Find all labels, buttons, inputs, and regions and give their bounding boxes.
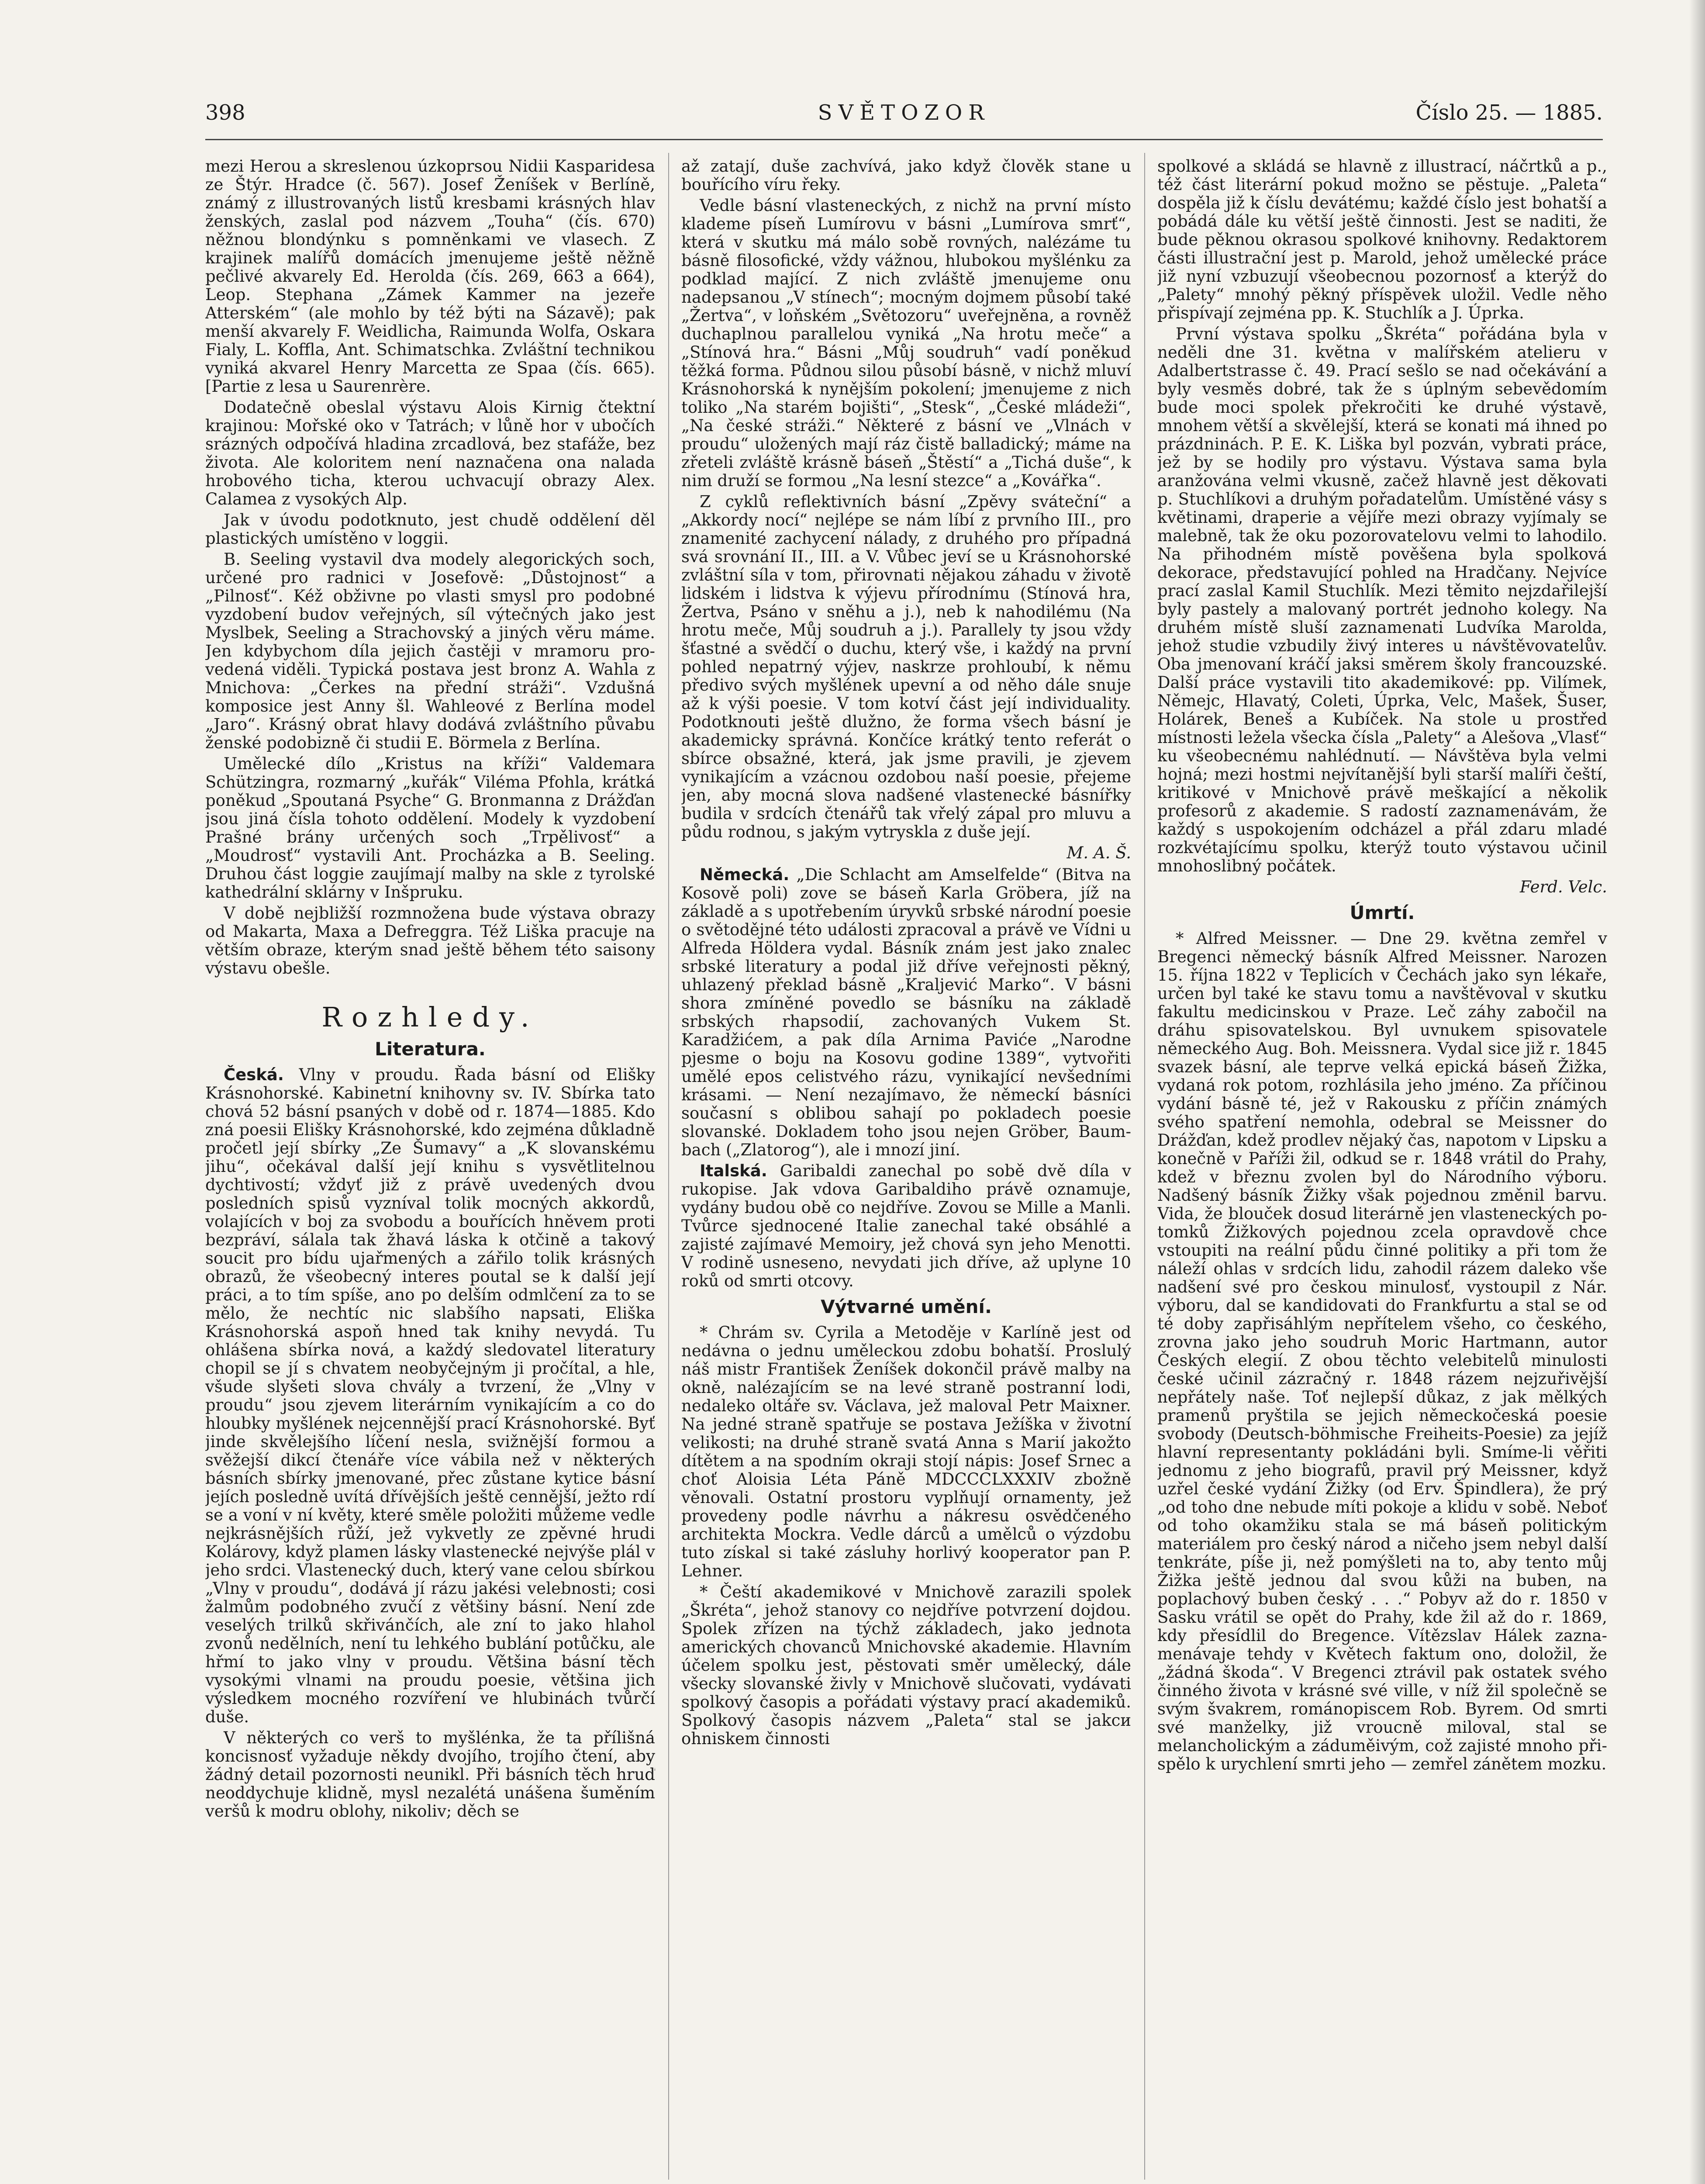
paragraph: až zatají, duše zachvívá, jako když člověk stane u bouřícího víru řeky. — [681, 157, 1131, 194]
lead-label-ceska: Česká. — [224, 1065, 284, 1084]
paragraph: Vedle básní vlasteneckých, z nichž na první místo klademe píseň Lumírovu v básni „Lumírova smrť“, která v skutku má málo sobě rovných, nalézáme tu básně filosofické, vždy vážnou, hlubokou myšlénku za podklad mající. Z nich zvláště jmenujeme onu nadepsanou „V stínech“; mocným dojmem působí také „Žertva“, v loňském „Světozoru“ uveřejněna, a rovněž duchaplnou parallelou vyniká „Na hrotu meče“ a „Stínová hra.“ Básni „Můj soudruh“ vadí poněkud těžká forma. Půdnou silou působí básně, v nichž mluví Krásnohorská k nynějším pokolení; jmenujeme z nich toliko „Na starém bojišti“, „Stesk“, „České mládeži“, „Na české stráži.“ Některé z básní ve „Vlnách v proudu“ uložených mají ráz čistě balladický; máme na zřeteli zvláště krásně báseň „Štěstí“ a „Tichá duše“, k nim druží se formou „Na lesní stezce“ a „Kovářka“. — [681, 196, 1131, 490]
paragraph: Z cyklů reflektivních básní „Zpěvy sváteční“ a „Akkordy nocí“ nejlépe se nám líbí z prvního III., pro znamenité zachycení nálady, z druhého pro případná svá srovnání II., III. a V. Vůbec jeví se u Krásnohorské zvláštní síla v tom, přirovnati nějakou záhadu v životě lidském i lidstva k výjevu přírodnímu (Stínová hra, Žertva, Psáno v sněhu a j.), neb k nahodilému (Na hrotu meče, Můj soudruh a j.). Parallely ty jsou vždy šťastné a svědčí o duchu, který vše, i každý na první pohled nepatrný výjev, naskrze prohloubí, k němu předivo svých myšlének upevní a od něho dále snuje až k výši poesie. V tom kotví část její individuality. Podotknouti ještě dlužno, že forma všech básní je akademicky správná. Končíce krátký tento referát o sbírce obsažné, která, jak jsme pravili, je zjevem vynikajícím a vzácnou ozdobou naší poesie, přejeme jen, aby mocná slova nadšené vlastenecké básnířky budila v srdcích čtenářů tak vřelý zápal pro mluvu a půdu rodnou, s jakým vytryskla z duše její. — [681, 492, 1131, 841]
column-3 — [1157, 157, 1607, 2184]
paragraph: V době nejbližší rozmnožena bude výstava obrazy od Makarta, Maxa a Defreggra. Též Liška pracuje na větším obraze, kterým snad ještě během této saisony výstavu obešle. — [205, 904, 655, 978]
page-edge-shadow — [1689, 0, 1705, 2184]
paragraph: B. Seeling vystavil dva modely alegorických soch, určené pro radnici v Josefově: „Důstojnost“ a „Pilnosť“. Kéž obživne po vlasti smysl pro podobné vyzdobení budov veřejných, síl výtečných jako jest Myslbek, Seeling a Strachovský a jiných věru máme. Jen kdybychom díla jejich častěji v mramoru provedená viděli. Typická postava jest bronz A. Wahla z Mnichova: „Čerkes na přední stráži“. Vzdušná komposice jest Anny šl. Wahleové z Berlína model „Jaro“. Krásný obrat hlavy dodává zvláštního půvabu ženské podobizně či studii E. Börmela z Berlína. — [205, 550, 655, 752]
header-rule — [205, 139, 1603, 140]
lead-label-italska: Italská. — [700, 1161, 767, 1180]
column-1 — [205, 157, 655, 2184]
author-signature: Ferd. Velc. — [1520, 878, 1607, 896]
author-signature: M. A. Š. — [1066, 843, 1131, 862]
subheading-vytvarne-umeni: Výtvarné umění. — [821, 1296, 992, 1317]
paragraph: Dodatečně obeslal výstavu Alois Kirnig čtektní krajinou: Mořské oko v Tatrách; v lůně hor v ubočích srázných odpočívá hladina zrcadlová, bez stafáže, bez života. Ale koloritem není naznačena ona nalada hrobového ticha, kterou uchvacují obrazy Alex. Calamea z vysokých Alp. — [205, 398, 655, 508]
column-divider — [668, 153, 669, 2180]
paragraph: V některých co verš to myšlénka, že ta přílišná koncisnosť vyžaduje někdy dvojího, trojího čtení, aby žádný detail pozornosti neunikl. Při básních těch hruď neoddychuje klidně, mysl nezalétá unášena šuměním veršů k modru oblohy, nikoliv; děch se — [205, 1728, 655, 1821]
paragraph-italska — [681, 1162, 1131, 1290]
paragraph: * Chrám sv. Cyrila a Metoděje v Karlíně jest od nedávna o jednu uměleckou zdobu bohatší. Proslulý náš mistr František Ženíšek dokončil právě malby na okně, nalézajícím se na levé straně postranní lodi, nedaleko oltáře sv. Václava, jež maloval Petr Maixner. Na jedné straně spatřuje se postava Ježíška v životní velikosti; na druhé straně svatá Anna s Marií jakožto dítětem a na spodním okraji stojí nápis: Josef Srnec a choť Aloisia Léta Páně MDCCCLXXXIV zbožně věnovali. Ostatní prostoru vyplňují ornamenty, jež provedeny podle návrhu a nákresu osvědčeného architekta Mockra. Vedle dárců a umělců o výzdobu tuto získal si také zásluhy horlivý kooperator pan P. Lehner. — [681, 1323, 1131, 1580]
paragraph-text: „Die Schlacht am Amselfelde“ (Bitva na Kosově poli) zove se báseň Karla Gröbera, jíž na základě a s upotřebením úryvků srbské národní poesie o světodějné této události zpracoval a právě ve Vídni u Alfreda Höldera vydal. Básník znám jest jako znalec srbské literatury a podal již dříve veřejnosti pěkný, uhlazený překlad básně „Kraljević Marko“. V básni shora zmíněné povedlo se básníku na základě srbských rhapsodií, zachovaných Vukem St. Karadžićem, a pak díla Arnima Paviće „Narodne pjesme o boju na Kosovu godine 1389“, vytvořiti umělé epos celistvého rázu, vynikající nevšedními krásami. — Není nezajímavo, že německí básníci současní s oblibou sahají po pokladech poesie slovanské. Dokladem toho jsou nejen Gröber, Baumbach („Zlatorog“), ale i mnozí jiní. — [681, 865, 1131, 1159]
section-heading-rozhledy: Rozhledy. — [321, 1001, 539, 1033]
paragraph-text: Vlny v proudu. Řada básní od Elišky Krásnohorské. Kabinetní knihovny sv. IV. Sbírka tato chová 52 básní psaných v době od r. 1874—1885. Kdo zná poesii Elišky Krásnohorské, kdo zejména důkladně pročetl její sbírky „Ze Šumavy“ a „K slovanskému jihu“, očekával další její knihu s vysvětlitelnou dychtivostí; vždyť již z právě uvedených dvou posledních spisů vyzníval tolik mocných akkordů, volajících v boj za svobodu a bouřících hněvem proti bezpráví, sálala tak žhavá láska k otčině a takový soucit pro bídu ujařmených a zářilo tolik krásných obrazů, že všeobecný interes poutal se k další její práci, a to tím spíše, ano po delším odmlčení za to se mělo, že nechtíc nic slabšího napsati, Eliška Krásnohorská aspoň hned tak knihy nevydá. Tu ohlášena sbírka nová, a každý sledovatel literatury chopil se jí s chvatem neobyčejným ji pročítal, a hle, všude slyšeti slova chvály a tvrzení, že „Vlny v proudu“ jsou zjevem literárním vynikajícím a co do hloubky myšlének nejcennější prací Krásnohorské. Byť jinde skvělejšího líčení nesla, svižnější formou a svěžejší dikcí čtenáře více vábila než v některých básních sbírky jmenované, přec zůstane kytice básní jejích posledně uvítá dřívějších ještě cennější, ježto rdí se a voní v ní květy, které směle položiti můžeme vedle nejkrásnějších růží, jež vykvetly ze zpěvné hrudi Kolárovy, když plamen lásky vlastenecké nejvýše plál v jeho srdci. Vlastenecký duch, který vane celou sbírkou „Vlny v proudu“, dodává jí rázu jakési velebnosti; cosi žalmům podobného zvučí z většiny básní. Není zde veselých trilků skřivánčích, ale zní to jako hlahol zvonů nedělních, není tu lehkého bublání potůčku, ale hřmí to jako vlny v proudu. Většina básní těch vysokými vlnami na proudu poesie, většina jich výsledkem mocného rozvíření ve hlubinách tvůrčí duše. — [205, 1065, 655, 1726]
subheading-umrti: Úmrtí. — [1350, 902, 1415, 923]
paragraph-ceska — [205, 1066, 655, 1726]
page-header — [205, 100, 1603, 135]
paragraph: První výstava spolku „Škréta“ pořádána byla v neděli dne 31. května v malířském atelieru v Adalbertstrasse č. 49. Prací sešlo se nad očekávání a byly vesměs dobré, tak že s úplným sebevědomím bude moci spolek překročiti ke druhé výstavě, mnohem větší a skvělejší, která se konati má ihned po prázdninách. P. E. K. Liška byl pozván, vybrati práce, jež by se hodily pro výstavu. Výstava sama byla aranžována velmi vkusně, začež hlavně jest děkovati p. Stuchlíkovi a druhým pořadatelům. Umístěné vásy s květinami, draperie a vějíře mezi obrazy vyjímaly se malebně, tak že oku pozorovatelovu velmi to lahodilo. Na přihodném místě pověšena byla spolková dekorace, představující pohled na Hradčany. Nejvíce prací zaslal Kamil Stuchlík. Mezi těmito nejzdařilejší byly pastely a malovaný portrét jednoho kolegy. Na druhém místě sluší zaznamenati Ludvíka Marolda, jehož studie vzbudily živý interes u návštěvovatelův. Oba jmenovaní kráčí jaksi směrem školy francouzské. Další práce vystavili tito akademikové: pp. Vilímek, Němejc, Hlavatý, Coleti, Úprka, Velc, Mašek, Šuser, Holárek, Beneš a Kubíček. Na stole u prostřed místnosti ležela všecka čísla „Palety“ a Alešova „Vlasť“ ku všeobecnému nahlédnutí. — Návštěva byla velmi hojná; mezi hostmi nejvítanější byli starší malíři čeští, kritikové v Mnichově právě meškající a několik profesorů z akademie. S radostí zaznamenávám, že každý s uspokojením odcházel a přál zdaru mladé rozkvétajícímu spolku, kterýž touto výstavou učinil mnohoslibný počátek. — [1157, 325, 1607, 875]
paragraph: Jak v úvodu podotknuto, jest chudě oddělení děl plastických umístěno v loggii. — [205, 511, 655, 548]
issue-label: Číslo 25. — 1885. — [1415, 100, 1603, 125]
paragraph: * Alfred Meissner. — Dne 29. května zemřel v Bregenci německý básník Alfred Meissner. Narozen 15. října 1822 v Teplicích v Čechách jako syn lékaře, určen byl také ke stavu tomu a navštěvoval v skutku fakultu medicinskou v Praze. Leč záhy zabočil na dráhu spisovatelskou. Byl uvnukem spisovatele německého Aug. Boh. Meissnera. Vydal sice již r. 1845 svazek básní, ale teprve velká epická báseň Žižka, vydaná rok potom, rozhlásila jeho jméno. Za příčinou vydání básně té, jež v Rakousku z příčin známých svého spatření nemohla, odebral se Meissner do Drážďan, kdež prodlev nějaký čas, napotom v Lipsku a konečně v Paříži žil, odkud se r. 1848 vrátil do Prahy, kdež v březnu zvolen byl do Národního výboru. Nadšený básník Žižky však pojednou změnil barvu. Vida, že blouček dosud literárně jen vlasteneckých potomků Žižkových pojednou zcela opravdově chce vstoupiti na reální půdu činné politiky a při tom že náleží ohlas v srdcích lidu, zahodil rázem daleko vše nadšení své pro českou minulosť, vystoupil z Nár. výboru, dal se kandidovati do Frankfurtu a stal se od té doby zapřisáhlým nepřítelem všeho, co českého, zrovna jako jeho soudruh Moric Hartmann, autor Českých elegií. Z obou těchto velebitelů minulosti české učinil zázračný r. 1848 rázem nejzuřivější nepřátely naše. Toť nejlepší důkaz, z jak mělkých pramenů pryštila se jejich německočeská poesie svobody (Deutsch-böhmische Freiheits-Poesie) za jejíž hlavní representanty pokládáni byli. Smíme-li věřiti jednomu z jeho biografů, pravil prý Meissner, když uzřel české vydání Žižky (od Erv. Špindlera), že prý „od toho dne nebude míti pokoje a klidu v sobě. Neboť od toho okamžiku stala se má báseň politickým materiálem pro český národ a ničeho jsem nebyl další tenkráte, píše ji, než pomýšleti na to, aby tento můj Žižka ještě jednou dal svou kůži na buben, na poplachový buben český . . .“ Pobyv až do r. 1850 v Sasku vrátil se opět do Prahy, kde žil až do r. 1869, kdy přesídlil do Bregence. Vítězslav Hálek zaznamenávaje tehdy v Květech faktum ono, doložil, že „žádná škoda“. V Bregenci ztrávil pak ostatek svého činného života v krásné své ville, v níž žil společně se svým švakrem, románopiscem Rob. Byrem. Od smrti své manželky, již vroucně miloval, stal se melancholickým a záduměivým, což zajisté mnoho přispělo k urychlení smrti jeho — zemřel zánětem mozku. — [1157, 929, 1607, 1773]
paragraph: Umělecké dílo „Kristus na kříži“ Valdemara Schützingra, rozmarný „kuřák“ Viléma Pfohla, krátká poněkud „Spoutaná Psyche“ G. Bronmanna z Drážďan jsou jiná čísla tohoto oddělení. Modely k vyzdobení Prašné brány určených soch „Trpělivosť“ a „Moudrosť“ vystavili Ant. Procházka a B. Seeling. Druhou část loggie zaujímají malby na skle z tyrolské kathedrální sklárny v Inšpruku. — [205, 754, 655, 902]
subheading-literatura: Literatura. — [375, 1038, 486, 1060]
masthead-title: SVĚTOZOR — [818, 100, 991, 125]
paragraph: mezi Herou a skreslenou úzkoprsou Nidii Kasparidesa ze Štýr. Hradce (č. 567). Josef Ženíšek v Berlíně, známý z illustrovaných listů kresbami krásných hlav ženských, zaslal pod názvem „Touha“ (čís. 670) něžnou blondýnku s pomněnkami ve vlasech. Z krajinek malířů domácích jmenujeme ještě něžně pečlivé akvarely Ed. Herolda (čís. 269, 663 a 664), Leop. Stephana „Zámek Kammer na jezeře Atterském“ (ale mohlo by též býti na Sázavě); pak menší akvarely F. Weidlicha, Raimunda Wolfa, Oskara Fialy, L. Koffla, Ant. Schimatschka. Zvláštní technikou vyniká akvarel Henry Marcetta ze Spaa (čís. 665). [Partie z lesa u Saurenrère. — [205, 157, 655, 396]
page-number: 398 — [205, 100, 245, 125]
paragraph: spolkové a skládá se hlavně z illustrací, náčrtků a p., též část literární pokud možno se pěstuje. „Paleta“ dospěla již k číslu devátému; každé číslo jest bohatší a pobádá dále ku větší ještě činnosti. Jest se naditi, že bude pěknou okrasou spolkové knihovny. Redaktorem části illustrační jest p. Marold, jehož umělecké práce již nyní vzbuzují všeobecnou pozornosť a kterýž do „Palety“ mnohý pěkný příspěvek uložil. Vedle něho přispívají zejména pp. K. Stuchlík a J. Úprka. — [1157, 157, 1607, 322]
column-divider — [1144, 153, 1145, 2180]
paragraph-nemecka — [681, 866, 1131, 1159]
lead-label-nemecka: Německá. — [700, 865, 790, 884]
paragraph: * Čeští akademikové v Mnichově zarazili spolek „Škréta“, jehož stanovy co nejdříve potvrzení dojdou. Spolek zřízen na týchž základech, jako jednota amerických chovanců Mnichovské akademie. Hlavním účelem spolku jest, pěstovati směr umělecký, dále všecky slovanské živly v Mnichově slučovati, vydávati spolkový časopis a pořádati výstavy prací akademiků. Spolkový časopis názvem „Paleta“ stal se jakси ohniskem činnosti — [681, 1583, 1131, 1748]
paragraph-text: Garibaldi zanechal po sobě dvě díla v rukopise. Jak vdova Garibaldiho právě oznamuje, vydány budou obě co nejdříve. Zovou se Mille a Manli. Tvůrce sjednocené Italie zanechal také obsáhlé a zajisté zajímavé Memoiry, jež chová syn jeho Menotti. V rodině usneseno, nevydati jich dříve, až uplyne 10 roků od smrti otcovy. — [681, 1161, 1131, 1290]
column-2 — [681, 157, 1131, 2184]
